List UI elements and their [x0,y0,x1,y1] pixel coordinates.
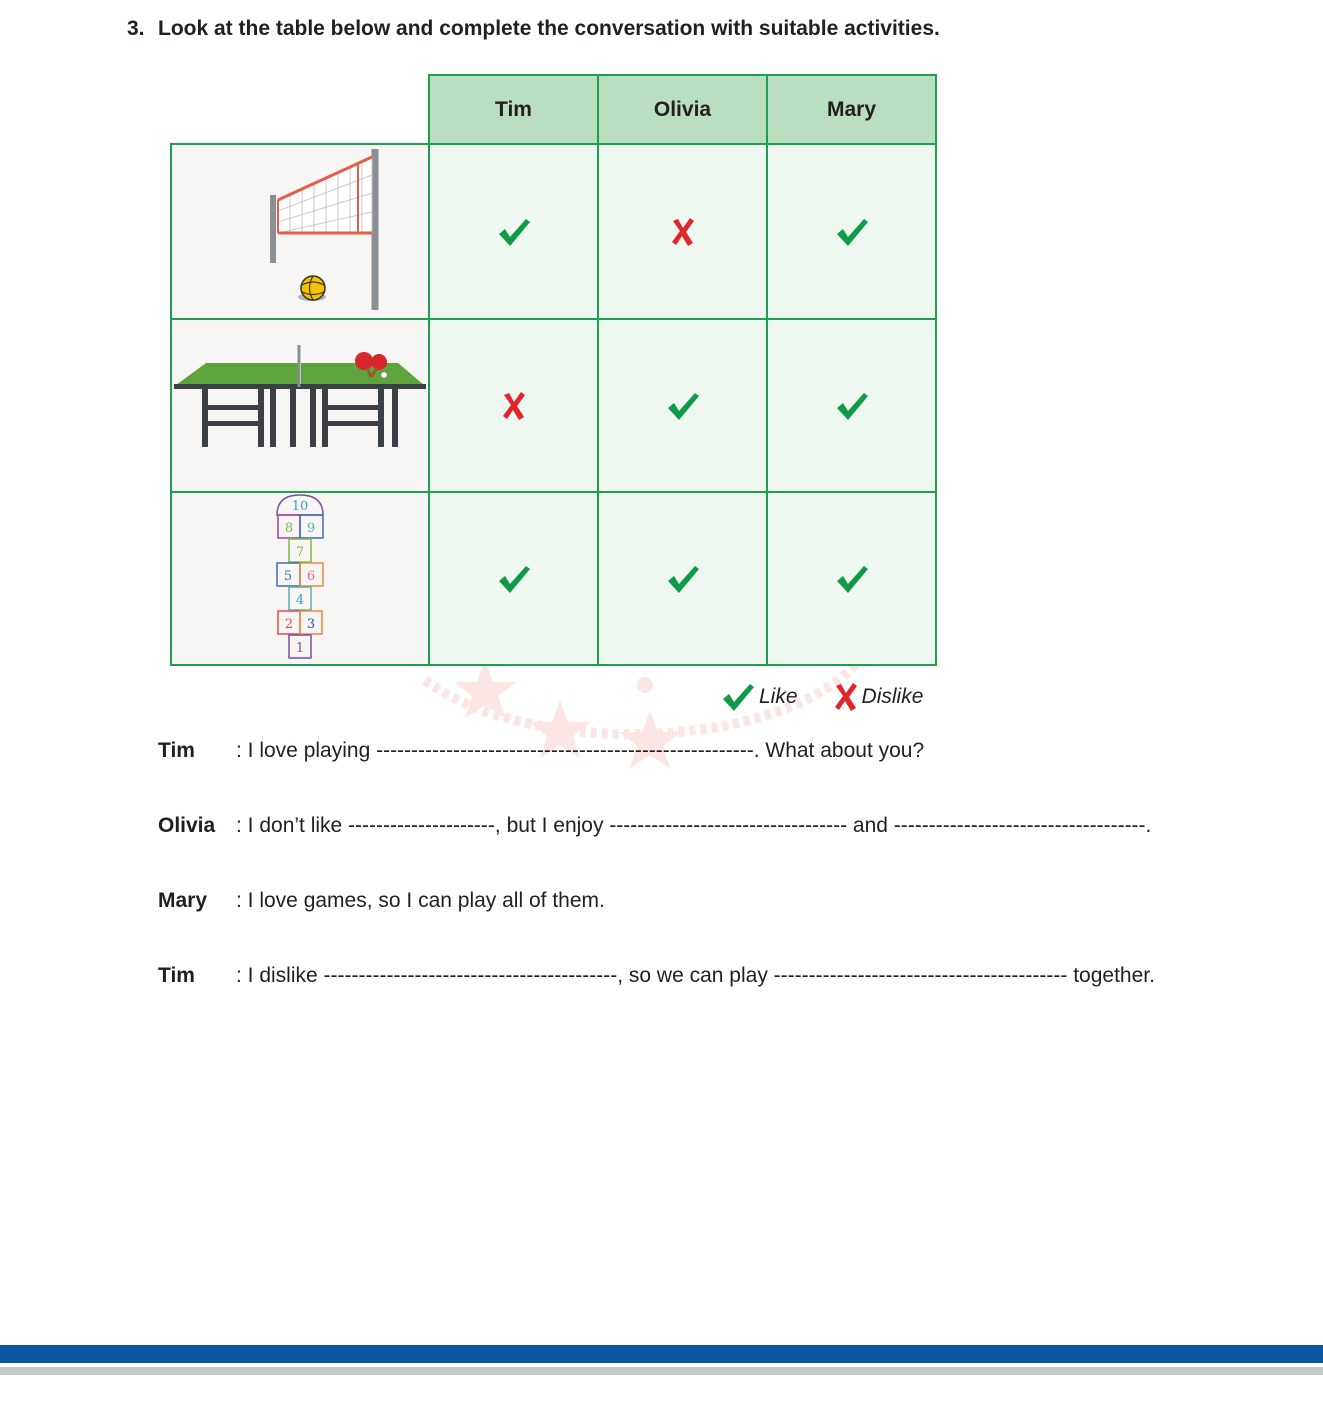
cross-icon [502,392,526,420]
check-icon [666,564,700,594]
table-tennis-table-icon [172,343,428,463]
activity-image-cell [171,144,429,319]
check-icon [835,391,869,421]
table-row [171,319,936,492]
mark-cell [598,319,767,492]
check-icon [497,564,531,594]
conversation-line [158,889,605,913]
footer-gray-bar [0,1367,1323,1375]
speaker-name: Olivia [158,814,216,837]
hopscotch-number: 2 [284,617,294,632]
hopscotch-number: 8 [284,521,294,536]
table-header-row [171,75,936,144]
check-icon [721,682,755,712]
speaker-name: Tim [158,964,195,987]
mark-cell [767,492,936,665]
hopscotch-number: 7 [295,545,305,560]
column-header-olivia: Olivia [598,75,767,144]
speaker-name: Mary [158,889,208,912]
hopscotch-number: 10 [291,499,309,514]
cross-icon [834,683,858,711]
table-corner [171,75,429,144]
check-icon [835,217,869,247]
hopscotch-number: 1 [295,641,305,656]
footer-blue-bar [0,1345,1323,1363]
speaker-line: : I don’t like ---------------------, but I enjoy ---------------------------------- and ------------------------------------. [236,814,1152,837]
mark-cell [598,492,767,665]
speaker-name: Tim [158,739,195,762]
hopscotch-number: 5 [283,569,293,584]
activity-image-cell [171,492,429,665]
hopscotch-number: 4 [295,593,305,608]
legend-like-label: Like [759,685,798,708]
hopscotch-number: 6 [306,569,316,584]
question-number: 3. [127,17,145,40]
mark-cell [598,144,767,319]
table-row [171,492,936,665]
speaker-line: : I dislike ------------------------------------------, so we can play ------------------------------------------ together. [236,964,1155,987]
hopscotch-icon [270,493,330,659]
activity-table [170,74,937,666]
conversation-line [158,814,1151,838]
hopscotch-number: 9 [306,521,316,536]
cross-icon [671,218,695,246]
check-icon [666,391,700,421]
table-row [171,144,936,319]
activity-image-cell [171,319,429,492]
question-title [127,17,940,41]
mark-cell [429,319,598,492]
legend-dislike-label: Dislike [861,685,924,708]
column-header-tim: Tim [429,75,598,144]
mark-cell [429,492,598,665]
mark-cell [767,319,936,492]
question-text: Look at the table below and complete the conversation with suitable activities. [158,17,940,40]
check-icon [835,564,869,594]
volleyball-net-icon [200,145,400,313]
hopscotch-number: 3 [306,617,316,632]
mark-cell [429,144,598,319]
column-header-mary: Mary [767,75,936,144]
conversation-line [158,964,1155,988]
speaker-line: : I love playing ------------------------------------------------------. What about you? [236,739,925,762]
check-icon [497,217,531,247]
speaker-line: : I love games, so I can play all of them. [236,889,605,912]
mark-cell [767,144,936,319]
conversation-line [158,739,924,763]
legend [721,682,959,712]
